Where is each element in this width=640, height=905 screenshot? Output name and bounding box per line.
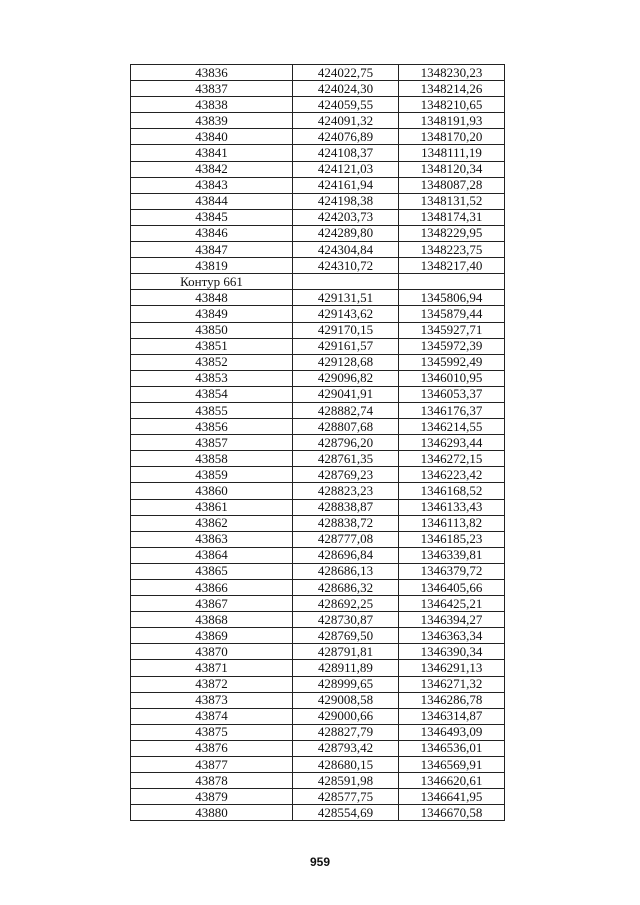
point-id-cell: 43866: [131, 580, 293, 596]
table-row: [131, 306, 505, 322]
point-id-cell: 43860: [131, 483, 293, 499]
y-coordinate-cell: 1346271,32: [399, 676, 505, 692]
x-coordinate-cell: 424022,75: [293, 65, 399, 81]
point-id-cell: 43848: [131, 290, 293, 306]
x-coordinate-cell: 428696,84: [293, 547, 399, 563]
point-id-cell: 43847: [131, 242, 293, 258]
y-coordinate-cell: 1346272,15: [399, 451, 505, 467]
table-row: [131, 805, 505, 821]
table-row: [131, 129, 505, 145]
point-id-cell: 43868: [131, 612, 293, 628]
y-coordinate-cell: 1348111,19: [399, 145, 505, 161]
point-id-cell: 43852: [131, 354, 293, 370]
point-id-cell: 43870: [131, 644, 293, 660]
point-id-cell: 43871: [131, 660, 293, 676]
x-coordinate-cell: 428730,87: [293, 612, 399, 628]
x-coordinate-cell: 428686,13: [293, 563, 399, 579]
table-row: [131, 580, 505, 596]
x-coordinate-cell: 424076,89: [293, 129, 399, 145]
point-id-cell: 43878: [131, 773, 293, 789]
point-id-cell: 43858: [131, 451, 293, 467]
x-coordinate-cell: 429041,91: [293, 386, 399, 402]
x-coordinate-cell: 429131,51: [293, 290, 399, 306]
point-id-cell: 43840: [131, 129, 293, 145]
y-coordinate-cell: 1345992,49: [399, 354, 505, 370]
x-coordinate-cell: 428838,87: [293, 499, 399, 515]
table-row: [131, 596, 505, 612]
point-id-cell: 43845: [131, 209, 293, 225]
point-id-cell: 43837: [131, 81, 293, 97]
x-coordinate-cell: 429161,57: [293, 338, 399, 354]
table-row: [131, 660, 505, 676]
point-id-cell: 43843: [131, 177, 293, 193]
point-id-cell: 43869: [131, 628, 293, 644]
x-coordinate-cell: 424198,38: [293, 193, 399, 209]
y-coordinate-cell: 1345972,39: [399, 338, 505, 354]
point-id-cell: 43880: [131, 805, 293, 821]
point-id-cell: 43877: [131, 757, 293, 773]
point-id-cell: 43859: [131, 467, 293, 483]
x-coordinate-cell: 424289,80: [293, 225, 399, 241]
point-id-cell: 43874: [131, 708, 293, 724]
x-coordinate-cell: 429128,68: [293, 354, 399, 370]
y-coordinate-cell: 1348170,20: [399, 129, 505, 145]
y-coordinate-cell: 1346670,58: [399, 805, 505, 821]
table-row: [131, 483, 505, 499]
point-id-cell: 43819: [131, 258, 293, 274]
y-coordinate-cell: 1348230,23: [399, 65, 505, 81]
table-row: [131, 740, 505, 756]
y-coordinate-cell: 1345927,71: [399, 322, 505, 338]
y-coordinate-cell: 1346133,43: [399, 499, 505, 515]
x-coordinate-cell: 428796,20: [293, 435, 399, 451]
y-coordinate-cell: 1346390,34: [399, 644, 505, 660]
y-coordinate-cell: 1348087,28: [399, 177, 505, 193]
point-id-cell: 43836: [131, 65, 293, 81]
x-coordinate-cell: 428999,65: [293, 676, 399, 692]
point-id-cell: 43864: [131, 547, 293, 563]
table-row: [131, 338, 505, 354]
y-coordinate-cell: 1346113,82: [399, 515, 505, 531]
table-row: [131, 773, 505, 789]
coordinates-table: [130, 64, 505, 821]
table-row: [131, 676, 505, 692]
x-coordinate-cell: 428911,89: [293, 660, 399, 676]
y-coordinate-cell: 1346286,78: [399, 692, 505, 708]
table-row: [131, 258, 505, 274]
table-row: [131, 499, 505, 515]
y-coordinate-cell: 1348223,75: [399, 242, 505, 258]
table-row: [131, 81, 505, 97]
y-coordinate-cell: 1346214,55: [399, 419, 505, 435]
table-row: [131, 370, 505, 386]
y-coordinate-cell: 1346405,66: [399, 580, 505, 596]
point-id-cell: 43853: [131, 370, 293, 386]
table-row: [131, 161, 505, 177]
y-coordinate-cell: 1346425,21: [399, 596, 505, 612]
point-id-cell: 43855: [131, 402, 293, 418]
y-coordinate-cell: 1346053,37: [399, 386, 505, 402]
y-coordinate-cell: 1346293,44: [399, 435, 505, 451]
table-row: [131, 65, 505, 81]
table-row: [131, 145, 505, 161]
table-row: [131, 97, 505, 113]
empty-cell: [293, 274, 399, 290]
y-coordinate-cell: 1348131,52: [399, 193, 505, 209]
page-number: 959: [309, 855, 331, 869]
x-coordinate-cell: 428807,68: [293, 419, 399, 435]
x-coordinate-cell: 429096,82: [293, 370, 399, 386]
y-coordinate-cell: 1346394,27: [399, 612, 505, 628]
y-coordinate-cell: 1346379,72: [399, 563, 505, 579]
point-id-cell: 43844: [131, 193, 293, 209]
x-coordinate-cell: 428882,74: [293, 402, 399, 418]
table-row: [131, 628, 505, 644]
x-coordinate-cell: 428761,35: [293, 451, 399, 467]
x-coordinate-cell: 424203,73: [293, 209, 399, 225]
y-coordinate-cell: 1345806,94: [399, 290, 505, 306]
table-row: [131, 692, 505, 708]
x-coordinate-cell: 428791,81: [293, 644, 399, 660]
x-coordinate-cell: 424024,30: [293, 81, 399, 97]
table-row: [131, 225, 505, 241]
x-coordinate-cell: 428577,75: [293, 789, 399, 805]
table-row: [131, 467, 505, 483]
y-coordinate-cell: 1346176,37: [399, 402, 505, 418]
section-row: [131, 274, 505, 290]
y-coordinate-cell: 1346223,42: [399, 467, 505, 483]
point-id-cell: 43838: [131, 97, 293, 113]
point-id-cell: 43846: [131, 225, 293, 241]
table-row: [131, 708, 505, 724]
table-row: [131, 563, 505, 579]
y-coordinate-cell: 1346569,91: [399, 757, 505, 773]
table-row: [131, 612, 505, 628]
x-coordinate-cell: 428823,23: [293, 483, 399, 499]
table-row: [131, 209, 505, 225]
y-coordinate-cell: 1346363,34: [399, 628, 505, 644]
point-id-cell: 43854: [131, 386, 293, 402]
x-coordinate-cell: 424091,32: [293, 113, 399, 129]
y-coordinate-cell: 1348191,93: [399, 113, 505, 129]
y-coordinate-cell: 1348217,40: [399, 258, 505, 274]
point-id-cell: 43851: [131, 338, 293, 354]
x-coordinate-cell: 428554,69: [293, 805, 399, 821]
y-coordinate-cell: 1348214,26: [399, 81, 505, 97]
x-coordinate-cell: 428769,50: [293, 628, 399, 644]
y-coordinate-cell: 1346010,95: [399, 370, 505, 386]
table-row: [131, 193, 505, 209]
x-coordinate-cell: 428827,79: [293, 724, 399, 740]
point-id-cell: 43856: [131, 419, 293, 435]
y-coordinate-cell: 1346620,61: [399, 773, 505, 789]
table-row: [131, 547, 505, 563]
point-id-cell: 43861: [131, 499, 293, 515]
table-row: [131, 435, 505, 451]
x-coordinate-cell: 428591,98: [293, 773, 399, 789]
x-coordinate-cell: 428680,15: [293, 757, 399, 773]
x-coordinate-cell: 428838,72: [293, 515, 399, 531]
point-id-cell: 43849: [131, 306, 293, 322]
point-id-cell: 43841: [131, 145, 293, 161]
x-coordinate-cell: 428769,23: [293, 467, 399, 483]
table-row: [131, 177, 505, 193]
table-row: [131, 290, 505, 306]
x-coordinate-cell: 429143,62: [293, 306, 399, 322]
y-coordinate-cell: 1346185,23: [399, 531, 505, 547]
point-id-cell: 43876: [131, 740, 293, 756]
point-id-cell: 43867: [131, 596, 293, 612]
y-coordinate-cell: 1348120,34: [399, 161, 505, 177]
table-row: [131, 419, 505, 435]
table-row: [131, 242, 505, 258]
table-row: [131, 531, 505, 547]
point-id-cell: 43842: [131, 161, 293, 177]
section-label: Контур 661: [131, 274, 293, 290]
table-row: [131, 644, 505, 660]
table-row: [131, 322, 505, 338]
y-coordinate-cell: 1345879,44: [399, 306, 505, 322]
y-coordinate-cell: 1348210,65: [399, 97, 505, 113]
x-coordinate-cell: 429170,15: [293, 322, 399, 338]
x-coordinate-cell: 429000,66: [293, 708, 399, 724]
table-row: [131, 113, 505, 129]
y-coordinate-cell: 1348229,95: [399, 225, 505, 241]
x-coordinate-cell: 428692,25: [293, 596, 399, 612]
point-id-cell: 43850: [131, 322, 293, 338]
y-coordinate-cell: 1348174,31: [399, 209, 505, 225]
table-row: [131, 354, 505, 370]
x-coordinate-cell: 424059,55: [293, 97, 399, 113]
point-id-cell: 43857: [131, 435, 293, 451]
x-coordinate-cell: 428686,32: [293, 580, 399, 596]
table-row: [131, 789, 505, 805]
point-id-cell: 43873: [131, 692, 293, 708]
table-row: [131, 515, 505, 531]
table-row: [131, 724, 505, 740]
table-row: [131, 402, 505, 418]
point-id-cell: 43879: [131, 789, 293, 805]
point-id-cell: 43875: [131, 724, 293, 740]
y-coordinate-cell: 1346493,09: [399, 724, 505, 740]
point-id-cell: 43863: [131, 531, 293, 547]
x-coordinate-cell: 428777,08: [293, 531, 399, 547]
point-id-cell: 43872: [131, 676, 293, 692]
x-coordinate-cell: 424121,03: [293, 161, 399, 177]
x-coordinate-cell: 428793,42: [293, 740, 399, 756]
point-id-cell: 43865: [131, 563, 293, 579]
empty-cell: [399, 274, 505, 290]
table-row: [131, 757, 505, 773]
y-coordinate-cell: 1346641,95: [399, 789, 505, 805]
y-coordinate-cell: 1346339,81: [399, 547, 505, 563]
table-row: [131, 386, 505, 402]
x-coordinate-cell: 424304,84: [293, 242, 399, 258]
x-coordinate-cell: 424108,37: [293, 145, 399, 161]
y-coordinate-cell: 1346291,13: [399, 660, 505, 676]
y-coordinate-cell: 1346314,87: [399, 708, 505, 724]
x-coordinate-cell: 429008,58: [293, 692, 399, 708]
coordinates-table-body: [131, 65, 505, 821]
y-coordinate-cell: 1346536,01: [399, 740, 505, 756]
point-id-cell: 43839: [131, 113, 293, 129]
x-coordinate-cell: 424161,94: [293, 177, 399, 193]
point-id-cell: 43862: [131, 515, 293, 531]
table-row: [131, 451, 505, 467]
y-coordinate-cell: 1346168,52: [399, 483, 505, 499]
x-coordinate-cell: 424310,72: [293, 258, 399, 274]
